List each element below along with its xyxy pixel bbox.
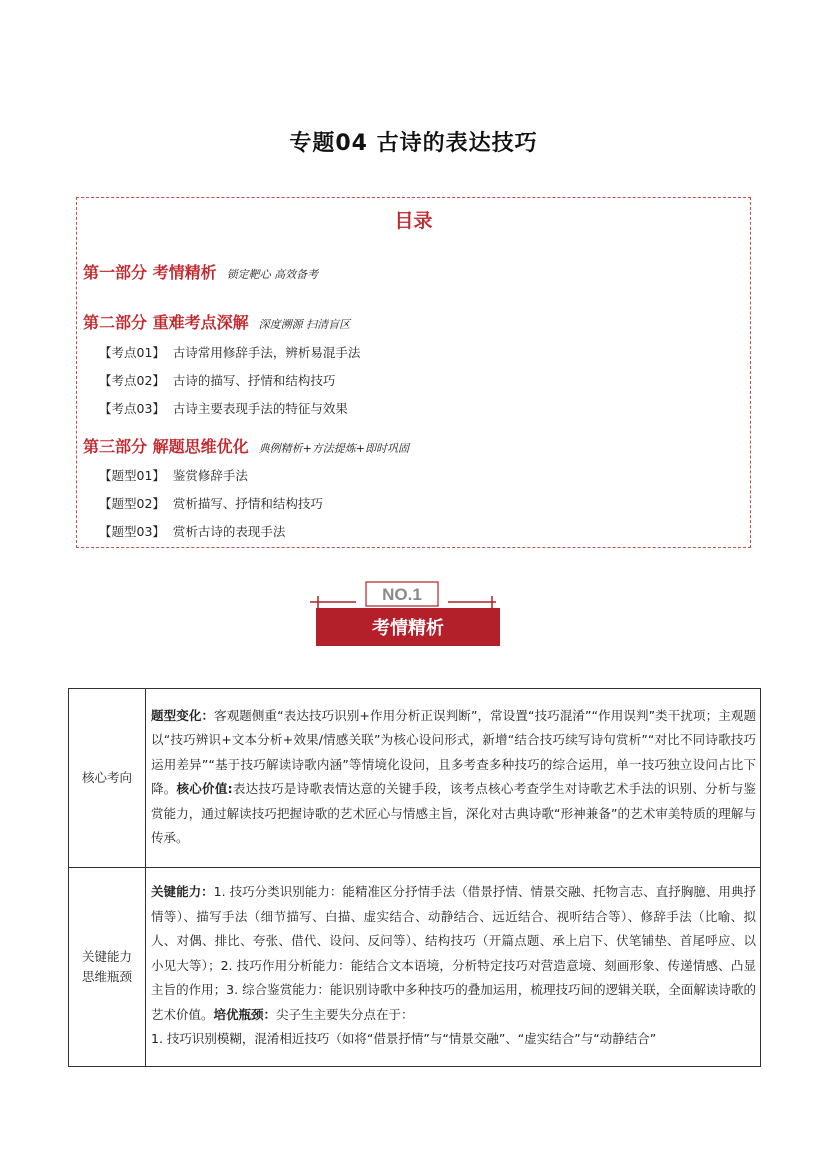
toc-item-tixing-01[interactable] [99, 466, 248, 484]
toc-part-2-sub: 深度溯源 扫清盲区 [258, 318, 351, 331]
banner-label: 考情精析 [372, 618, 444, 639]
toc-part-3[interactable] [83, 434, 409, 457]
exam-analysis-table [68, 688, 761, 1067]
toc-item-tag: 【题型03】 [99, 524, 165, 539]
text-bottleneck-point-1: 1. 技巧识别模糊，混淆相近技巧（如将“借景抒情”与“情景交融”、“虚实结合”与“动静结合” [151, 1031, 657, 1047]
toc-item-kaodian-01[interactable] [99, 343, 360, 361]
table-row [69, 689, 761, 868]
toc-item-text: 古诗主要表现手法的特征与效果 [172, 401, 348, 416]
toc-item-tag: 【题型02】 [99, 496, 165, 511]
banner-number: NO.1 [382, 585, 422, 604]
row-label-line-1: 关键能力 [81, 949, 132, 964]
toc-part-3-name: 第三部分 解题思维优化 [83, 437, 249, 456]
toc-item-text: 赏析描写、抒情和结构技巧 [172, 496, 323, 511]
text-bottleneck-intro: 尖子生主要失分点在于： [276, 1006, 414, 1022]
toc-item-tag: 【考点03】 [99, 401, 165, 416]
toc-part-1[interactable] [83, 260, 318, 283]
row-label-ability [69, 868, 146, 1067]
toc-item-tixing-03[interactable] [99, 522, 285, 540]
toc-part-3-sub: 典例精析+方法提炼+即时巩固 [258, 442, 410, 455]
toc-part-2-name: 第二部分 重难考点深解 [83, 313, 249, 332]
keyword-bottleneck: 培优瓶颈： [213, 1006, 277, 1022]
toc-item-kaodian-03[interactable] [99, 399, 348, 417]
toc-item-text: 古诗常用修辞手法，辨析易混手法 [172, 345, 361, 360]
text-key-ability: 1. 技巧分类识别能力：能精准区分抒情手法（借景抒情、情景交融、托物言志、直抒胸臆、用典抒情等）、描写手法（细节描写、白描、虚实结合、动静结合、远近结合、视听结合等）、修辞手法（比喻、拟人、对偶、排比、夸张、借代、设问、反问等）、结构技巧（开篇点题、承上启下、伏笔铺垫、首尾呼应、以小见大等）；2. 技巧作用分析能力：能结合文本语境，分析特定技巧对营造意境、刻画形象、传递情感、凸显主旨的作用；3. 综合鉴赏能力：能识别诗歌中多种技巧的叠加运用，梳理技巧间的逻辑关联，全面解读诗歌的艺术价值。 [151, 884, 756, 1022]
toc-item-text: 赏析古诗的表现手法 [172, 524, 286, 539]
toc-item-tixing-02[interactable] [99, 494, 323, 512]
text-question-type: 客观题侧重“表达技巧识别+作用分析正误判断”，常设置“技巧混淆”“作用误判”类干扰项；主观题以“技巧辨识+文本分析+效果/情感关联”为核心设问形式，新增“结合技巧续写诗句赏析”“对比不同诗歌技巧运用差异”“基于技巧解读诗歌内涵”等情境化设问，且多考查多种技巧的综合运用，单一技巧独立设问占比下降。 [151, 707, 756, 796]
keyword-key-ability: 关键能力： [151, 884, 214, 900]
table-of-contents [76, 197, 751, 548]
toc-part-1-name: 第一部分 考情精析 [83, 263, 217, 282]
toc-item-text: 鉴赏修辞手法 [172, 468, 248, 483]
toc-part-2[interactable] [83, 310, 350, 333]
row-label-core-direction: 核心考向 [69, 689, 146, 868]
section-banner [310, 578, 510, 650]
row-content-ability [146, 868, 761, 1067]
toc-item-kaodian-02[interactable] [99, 371, 335, 389]
text-core-value: 表达技巧是诗歌表情达意的关键手段，该考点核心考查学生对诗歌艺术手法的识别、分析与鉴赏能力，通过解读技巧把握诗歌的艺术匠心与情感主旨，深化对古典诗歌“形神兼备”的艺术审美特质的理解与传承。 [151, 781, 756, 845]
row-label-line-2: 思维瓶颈 [81, 969, 132, 984]
row-content-core-direction [146, 689, 761, 868]
toc-item-tag: 【考点02】 [99, 373, 165, 388]
toc-item-text: 古诗的描写、抒情和结构技巧 [172, 373, 336, 388]
table-row [69, 868, 761, 1067]
toc-item-tag: 【题型01】 [99, 468, 165, 483]
keyword-core-value: 核心价值: [176, 781, 233, 796]
keyword-question-type: 题型变化： [151, 707, 215, 723]
toc-part-1-sub: 锁定靶心 高效备考 [226, 268, 319, 281]
page-title: 专题04 古诗的表达技巧 [289, 131, 538, 156]
toc-item-tag: 【考点01】 [99, 345, 165, 360]
toc-heading: 目录 [394, 210, 433, 232]
